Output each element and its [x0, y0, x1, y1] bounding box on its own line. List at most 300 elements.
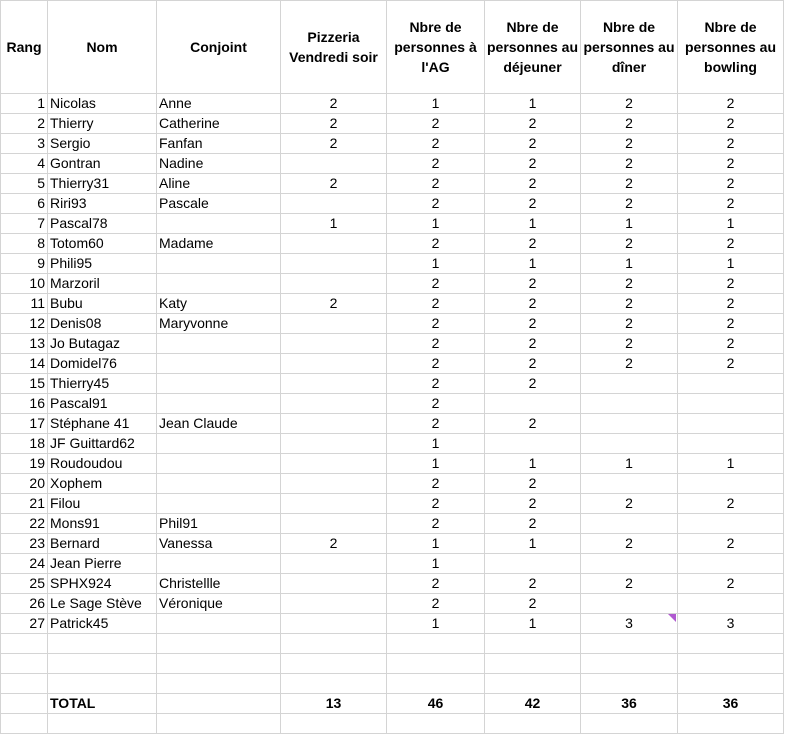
cell-ag[interactable]: 2 [387, 134, 485, 154]
cell-rang[interactable]: 27 [1, 614, 48, 634]
cell[interactable] [485, 714, 581, 734]
cell-bowling[interactable]: 2 [678, 354, 784, 374]
empty-row [1, 654, 784, 674]
cell-conjoint[interactable] [157, 374, 281, 394]
total-label[interactable]: TOTAL [48, 694, 157, 714]
cell-conjoint[interactable]: Fanfan [157, 134, 281, 154]
total-diner[interactable]: 36 [581, 694, 678, 714]
cell-nom[interactable]: Thierry31 [48, 174, 157, 194]
cell-diner[interactable]: 2 [581, 314, 678, 334]
cell[interactable] [281, 674, 387, 694]
cell-diner[interactable]: 1 [581, 454, 678, 474]
cell-diner[interactable]: 2 [581, 494, 678, 514]
cell-pizzeria[interactable] [281, 354, 387, 374]
cell-nom[interactable]: Riri93 [48, 194, 157, 214]
cell[interactable] [157, 694, 281, 714]
cell-conjoint[interactable]: Christellle [157, 574, 281, 594]
cell-bowling[interactable] [678, 374, 784, 394]
cell-rang[interactable]: 11 [1, 294, 48, 314]
cell-diner[interactable] [581, 554, 678, 574]
cell[interactable] [281, 634, 387, 654]
cell-pizzeria[interactable]: 2 [281, 94, 387, 114]
empty-row [1, 714, 784, 734]
cell-conjoint[interactable]: Nadine [157, 154, 281, 174]
cell[interactable] [387, 634, 485, 654]
cell-pizzeria[interactable] [281, 594, 387, 614]
cell-conjoint[interactable]: Aline [157, 174, 281, 194]
cell-nom[interactable]: Bubu [48, 294, 157, 314]
cell-pizzeria[interactable]: 2 [281, 534, 387, 554]
cell[interactable] [48, 674, 157, 694]
cell-pizzeria[interactable]: 2 [281, 114, 387, 134]
cell-rang[interactable]: 18 [1, 434, 48, 454]
table-row [1, 374, 784, 394]
cell-pizzeria[interactable]: 1 [281, 214, 387, 234]
table-row [1, 614, 784, 634]
cell-bowling[interactable]: 2 [678, 274, 784, 294]
cell-nom[interactable]: Jean Pierre [48, 554, 157, 574]
table-row [1, 194, 784, 214]
cell-ag[interactable]: 2 [387, 154, 485, 174]
cell-diner[interactable]: 2 [581, 534, 678, 554]
cell-dejeuner[interactable] [485, 554, 581, 574]
cell[interactable] [157, 654, 281, 674]
cell-nom[interactable]: Mons91 [48, 514, 157, 534]
cell-bowling[interactable]: 1 [678, 214, 784, 234]
cell-bowling[interactable] [678, 554, 784, 574]
cell-nom[interactable]: Gontran [48, 154, 157, 174]
table-row [1, 514, 784, 534]
cell-conjoint[interactable] [157, 354, 281, 374]
cell[interactable] [48, 654, 157, 674]
cell-rang[interactable]: 3 [1, 134, 48, 154]
cell-conjoint[interactable] [157, 474, 281, 494]
cell-dejeuner[interactable]: 2 [485, 274, 581, 294]
table-row [1, 274, 784, 294]
cell-rang[interactable]: 19 [1, 454, 48, 474]
cell-rang[interactable]: 8 [1, 234, 48, 254]
cell-pizzeria[interactable] [281, 554, 387, 574]
total-ag[interactable]: 46 [387, 694, 485, 714]
cell-diner[interactable]: 2 [581, 274, 678, 294]
table-row [1, 314, 784, 334]
footer-rows [1, 634, 784, 734]
cell-ag[interactable]: 1 [387, 554, 485, 574]
cell-nom[interactable]: Patrick45 [48, 614, 157, 634]
cell-nom[interactable]: Thierry [48, 114, 157, 134]
cell-pizzeria[interactable]: 2 [281, 134, 387, 154]
cell-pizzeria[interactable] [281, 574, 387, 594]
cell-ag[interactable]: 1 [387, 454, 485, 474]
header-pizzeria[interactable]: Pizzeria Vendredi soir [281, 1, 387, 94]
cell-bowling[interactable]: 2 [678, 114, 784, 134]
cell-bowling[interactable]: 2 [678, 174, 784, 194]
cell-bowling[interactable] [678, 414, 784, 434]
table-row [1, 574, 784, 594]
cell-bowling[interactable] [678, 474, 784, 494]
table-row [1, 534, 784, 554]
cell[interactable] [485, 674, 581, 694]
header-bowling[interactable]: Nbre de personnes au bowling [678, 1, 784, 94]
cell[interactable] [281, 654, 387, 674]
cell-rang[interactable]: 17 [1, 414, 48, 434]
cell-dejeuner[interactable]: 2 [485, 514, 581, 534]
cell-rang[interactable]: 22 [1, 514, 48, 534]
data-rows [1, 94, 784, 634]
cell-dejeuner[interactable]: 2 [485, 134, 581, 154]
cell-nom[interactable]: Phili95 [48, 254, 157, 274]
cell-ag[interactable]: 1 [387, 214, 485, 234]
cell-conjoint[interactable]: Katy [157, 294, 281, 314]
table-row [1, 234, 784, 254]
table-row [1, 214, 784, 234]
cell-diner[interactable] [581, 434, 678, 454]
cell-bowling[interactable]: 2 [678, 314, 784, 334]
total-pizzeria[interactable]: 13 [281, 694, 387, 714]
cell-diner[interactable]: 2 [581, 294, 678, 314]
cell-dejeuner[interactable]: 2 [485, 474, 581, 494]
cell-bowling[interactable]: 1 [678, 454, 784, 474]
cell-diner[interactable]: 2 [581, 94, 678, 114]
cell-pizzeria[interactable] [281, 154, 387, 174]
table-row [1, 474, 784, 494]
cell-ag[interactable]: 2 [387, 274, 485, 294]
cell[interactable] [678, 634, 784, 654]
total-bowling[interactable]: 36 [678, 694, 784, 714]
cell-pizzeria[interactable] [281, 394, 387, 414]
cell-conjoint[interactable] [157, 614, 281, 634]
cell-conjoint[interactable]: Véronique [157, 594, 281, 614]
table-row [1, 454, 784, 474]
header-dejeuner[interactable]: Nbre de personnes au déjeuner [485, 1, 581, 94]
cell-dejeuner[interactable]: 1 [485, 454, 581, 474]
cell[interactable] [581, 674, 678, 694]
cell-nom[interactable]: Bernard [48, 534, 157, 554]
cell-dejeuner[interactable]: 2 [485, 354, 581, 374]
cell[interactable] [387, 674, 485, 694]
cell-nom[interactable]: Filou [48, 494, 157, 514]
cell-diner[interactable]: 2 [581, 334, 678, 354]
cell-ag[interactable]: 2 [387, 334, 485, 354]
cell-rang[interactable]: 25 [1, 574, 48, 594]
cell-diner[interactable]: 2 [581, 114, 678, 134]
cell[interactable] [678, 654, 784, 674]
cell-diner[interactable]: 1 [581, 214, 678, 234]
cell-bowling[interactable] [678, 434, 784, 454]
cell-dejeuner[interactable]: 2 [485, 494, 581, 514]
cell-conjoint[interactable]: Vanessa [157, 534, 281, 554]
cell[interactable] [387, 714, 485, 734]
cell-nom[interactable]: Stéphane 41 [48, 414, 157, 434]
cell-nom[interactable]: Denis08 [48, 314, 157, 334]
cell-diner[interactable]: 2 [581, 174, 678, 194]
cell-ag[interactable]: 2 [387, 494, 485, 514]
cell-nom[interactable]: Pascal78 [48, 214, 157, 234]
header-diner[interactable]: Nbre de personnes au dîner [581, 1, 678, 94]
cell-pizzeria[interactable] [281, 414, 387, 434]
cell-diner[interactable]: 2 [581, 354, 678, 374]
cell-dejeuner[interactable]: 2 [485, 154, 581, 174]
cell-pizzeria[interactable] [281, 614, 387, 634]
total-dejeuner[interactable]: 42 [485, 694, 581, 714]
cell-rang[interactable]: 9 [1, 254, 48, 274]
cell-bowling[interactable]: 3 [678, 614, 784, 634]
cell[interactable] [1, 674, 48, 694]
cell-diner[interactable]: 2 [581, 154, 678, 174]
cell[interactable] [281, 714, 387, 734]
cell-nom[interactable]: Jo Butagaz [48, 334, 157, 354]
cell-diner[interactable]: 1 [581, 254, 678, 274]
cell-conjoint[interactable] [157, 554, 281, 574]
cell-dejeuner[interactable]: 2 [485, 574, 581, 594]
cell-diner[interactable]: 2 [581, 234, 678, 254]
cell-nom[interactable]: Domidel76 [48, 354, 157, 374]
cell-ag[interactable]: 2 [387, 114, 485, 134]
cell-pizzeria[interactable] [281, 474, 387, 494]
cell-bowling[interactable] [678, 594, 784, 614]
cell-conjoint[interactable]: Anne [157, 94, 281, 114]
cell-ag[interactable]: 2 [387, 294, 485, 314]
cell-pizzeria[interactable] [281, 234, 387, 254]
cell-conjoint[interactable]: Maryvonne [157, 314, 281, 334]
cell[interactable] [48, 714, 157, 734]
cell-bowling[interactable]: 2 [678, 194, 784, 214]
cell-nom[interactable]: Thierry45 [48, 374, 157, 394]
cell-nom[interactable]: Sergio [48, 134, 157, 154]
cell-conjoint[interactable] [157, 434, 281, 454]
cell-bowling[interactable]: 2 [678, 94, 784, 114]
cell-rang[interactable]: 24 [1, 554, 48, 574]
cell-diner[interactable]: 2 [581, 574, 678, 594]
cell-pizzeria[interactable] [281, 334, 387, 354]
table-row [1, 114, 784, 134]
cell-nom[interactable]: Roudoudou [48, 454, 157, 474]
cell-bowling[interactable]: 1 [678, 254, 784, 274]
cell-conjoint[interactable] [157, 274, 281, 294]
header-ag[interactable]: Nbre de personnes à l'AG [387, 1, 485, 94]
header-row [1, 1, 784, 94]
cell-dejeuner[interactable]: 1 [485, 534, 581, 554]
cell-nom[interactable]: JF Guittard62 [48, 434, 157, 454]
cell-bowling[interactable]: 2 [678, 134, 784, 154]
cell[interactable] [581, 714, 678, 734]
cell-bowling[interactable]: 2 [678, 574, 784, 594]
cell[interactable] [157, 634, 281, 654]
cell[interactable] [581, 654, 678, 674]
header-conjoint[interactable]: Conjoint [157, 1, 281, 94]
cell-nom[interactable]: Xophem [48, 474, 157, 494]
cell-rang[interactable]: 13 [1, 334, 48, 354]
table-row [1, 354, 784, 374]
table-row [1, 494, 784, 514]
cell-dejeuner[interactable]: 1 [485, 214, 581, 234]
cell-pizzeria[interactable] [281, 274, 387, 294]
cell-rang[interactable]: 4 [1, 154, 48, 174]
cell-ag[interactable]: 2 [387, 374, 485, 394]
cell-ag[interactable]: 1 [387, 94, 485, 114]
cell-dejeuner[interactable]: 2 [485, 334, 581, 354]
table-row [1, 134, 784, 154]
cell-dejeuner[interactable]: 2 [485, 234, 581, 254]
cell[interactable] [1, 694, 48, 714]
cell-ag[interactable]: 2 [387, 234, 485, 254]
cell-diner[interactable] [581, 474, 678, 494]
cell-diner[interactable] [581, 414, 678, 434]
cell-pizzeria[interactable] [281, 194, 387, 214]
cell-rang[interactable]: 15 [1, 374, 48, 394]
cell-nom[interactable]: Nicolas [48, 94, 157, 114]
cell-diner[interactable]: 2 [581, 134, 678, 154]
table-row [1, 554, 784, 574]
table-row [1, 94, 784, 114]
cell-diner[interactable] [581, 594, 678, 614]
cell-dejeuner[interactable] [485, 434, 581, 454]
cell-dejeuner[interactable]: 2 [485, 174, 581, 194]
cell-dejeuner[interactable]: 2 [485, 314, 581, 334]
cell-ag[interactable]: 2 [387, 414, 485, 434]
cell-ag[interactable]: 2 [387, 574, 485, 594]
header-nom[interactable]: Nom [48, 1, 157, 94]
cell-rang[interactable]: 10 [1, 274, 48, 294]
table-row [1, 434, 784, 454]
cell-conjoint[interactable] [157, 394, 281, 414]
cell-pizzeria[interactable] [281, 494, 387, 514]
cell-ag[interactable]: 1 [387, 614, 485, 634]
cell-dejeuner[interactable]: 1 [485, 94, 581, 114]
cell-dejeuner[interactable]: 2 [485, 194, 581, 214]
cell-conjoint[interactable] [157, 254, 281, 274]
cell-rang[interactable]: 6 [1, 194, 48, 214]
cell-pizzeria[interactable] [281, 434, 387, 454]
cell-rang[interactable]: 21 [1, 494, 48, 514]
table-row [1, 394, 784, 414]
cell-nom[interactable]: Pascal91 [48, 394, 157, 414]
cell-ag[interactable]: 1 [387, 534, 485, 554]
cell-ag[interactable]: 2 [387, 594, 485, 614]
cell-bowling[interactable]: 2 [678, 494, 784, 514]
cell-conjoint[interactable]: Phil91 [157, 514, 281, 534]
cell-ag[interactable]: 2 [387, 394, 485, 414]
cell-dejeuner[interactable]: 1 [485, 254, 581, 274]
cell-bowling[interactable]: 2 [678, 294, 784, 314]
cell-rang[interactable]: 26 [1, 594, 48, 614]
table-row [1, 174, 784, 194]
cell-ag[interactable]: 2 [387, 174, 485, 194]
cell-conjoint[interactable] [157, 214, 281, 234]
table-row [1, 594, 784, 614]
cell-bowling[interactable]: 2 [678, 154, 784, 174]
cell-dejeuner[interactable]: 2 [485, 374, 581, 394]
cell-conjoint[interactable]: Pascale [157, 194, 281, 214]
cell-rang[interactable]: 23 [1, 534, 48, 554]
table-row [1, 154, 784, 174]
cell-pizzeria[interactable] [281, 314, 387, 334]
cell-diner[interactable]: 2 [581, 194, 678, 214]
cell[interactable] [678, 714, 784, 734]
cell-dejeuner[interactable] [485, 394, 581, 414]
cell-conjoint[interactable]: Madame [157, 234, 281, 254]
cell-conjoint[interactable] [157, 494, 281, 514]
cell-rang[interactable]: 20 [1, 474, 48, 494]
cell-ag[interactable]: 1 [387, 434, 485, 454]
cell-ag[interactable]: 2 [387, 194, 485, 214]
cell-pizzeria[interactable] [281, 374, 387, 394]
cell-rang[interactable]: 12 [1, 314, 48, 334]
empty-row [1, 674, 784, 694]
cell-bowling[interactable]: 2 [678, 534, 784, 554]
cell-conjoint[interactable]: Catherine [157, 114, 281, 134]
cell-nom[interactable]: SPHX924 [48, 574, 157, 594]
cell-dejeuner[interactable]: 2 [485, 414, 581, 434]
cell-diner[interactable] [581, 374, 678, 394]
cell-nom[interactable]: Le Sage Stève [48, 594, 157, 614]
cell-nom[interactable]: Marzoril [48, 274, 157, 294]
empty-row [1, 634, 784, 654]
header-rang[interactable]: Rang [1, 1, 48, 94]
table-row [1, 254, 784, 274]
table-row [1, 334, 784, 354]
cell-diner[interactable]: 3 [581, 614, 678, 634]
cell[interactable] [48, 634, 157, 654]
cell-pizzeria[interactable] [281, 454, 387, 474]
cell[interactable] [581, 634, 678, 654]
cell-rang[interactable]: 1 [1, 94, 48, 114]
cell-dejeuner[interactable]: 2 [485, 594, 581, 614]
cell[interactable] [1, 654, 48, 674]
cell-pizzeria[interactable]: 2 [281, 294, 387, 314]
table-row [1, 294, 784, 314]
comment-indicator-icon[interactable] [668, 614, 676, 622]
cell-rang[interactable]: 2 [1, 114, 48, 134]
cell-conjoint[interactable]: Jean Claude [157, 414, 281, 434]
cell-bowling[interactable] [678, 394, 784, 414]
cell-rang[interactable]: 7 [1, 214, 48, 234]
cell[interactable] [678, 674, 784, 694]
cell-dejeuner[interactable]: 1 [485, 614, 581, 634]
cell-ag[interactable]: 2 [387, 474, 485, 494]
cell-conjoint[interactable] [157, 454, 281, 474]
cell-rang[interactable]: 16 [1, 394, 48, 414]
cell-conjoint[interactable] [157, 334, 281, 354]
cell-ag[interactable]: 2 [387, 514, 485, 534]
cell-bowling[interactable]: 2 [678, 234, 784, 254]
cell-nom[interactable]: Totom60 [48, 234, 157, 254]
cell-pizzeria[interactable] [281, 254, 387, 274]
cell-ag[interactable]: 1 [387, 254, 485, 274]
cell-diner[interactable] [581, 394, 678, 414]
cell-rang[interactable]: 5 [1, 174, 48, 194]
cell-bowling[interactable]: 2 [678, 334, 784, 354]
total-row [1, 694, 784, 714]
table-row [1, 414, 784, 434]
cell[interactable] [157, 674, 281, 694]
cell[interactable] [485, 654, 581, 674]
cell-dejeuner[interactable]: 2 [485, 294, 581, 314]
cell-rang[interactable]: 14 [1, 354, 48, 374]
cell-diner[interactable] [581, 514, 678, 534]
cell-ag[interactable]: 2 [387, 314, 485, 334]
cell-dejeuner[interactable]: 2 [485, 114, 581, 134]
cell[interactable] [157, 714, 281, 734]
cell-pizzeria[interactable] [281, 514, 387, 534]
cell-bowling[interactable] [678, 514, 784, 534]
cell[interactable] [1, 634, 48, 654]
cell-pizzeria[interactable]: 2 [281, 174, 387, 194]
cell-ag[interactable]: 2 [387, 354, 485, 374]
cell[interactable] [387, 654, 485, 674]
cell[interactable] [1, 714, 48, 734]
cell[interactable] [485, 634, 581, 654]
